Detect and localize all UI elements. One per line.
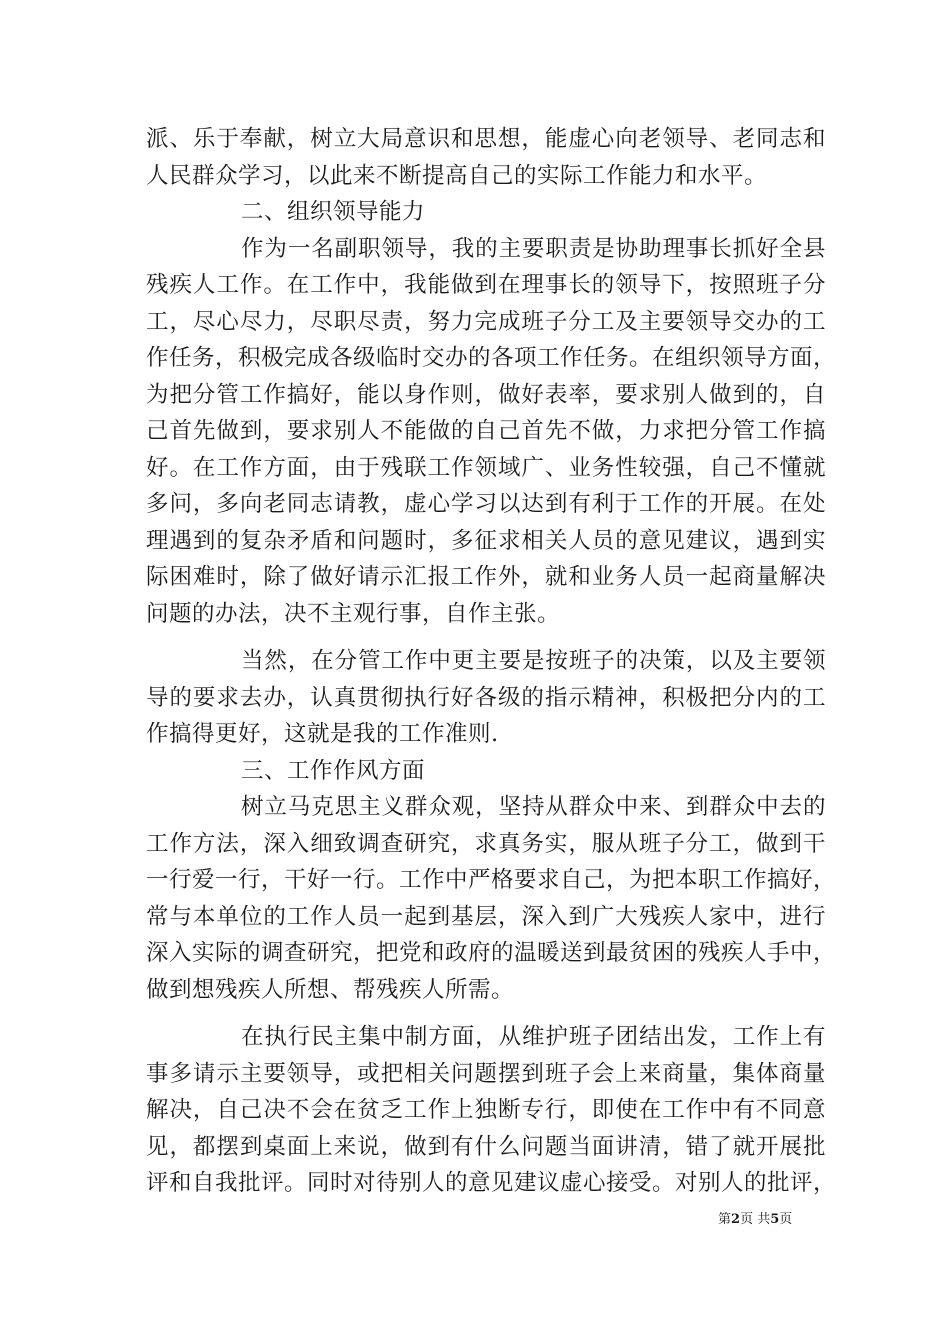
paragraph-democratic-centralism [146, 1019, 837, 1202]
text-line: 多问，多向老同志请教，虚心学习以达到有利于工作的开展。在处 [146, 491, 826, 517]
text-line: 作任务，积极完成各级临时交办的各项工作任务。在组织领导方面， [146, 345, 837, 371]
text-line: 见，都摆到桌面上来说，做到有什么问题当面讲清，错了就开展批 [146, 1133, 826, 1160]
text-line: 工，尽心尽力，尽职尽责，努力完成班子分工及主要领导交办的工 [146, 308, 826, 335]
text-line: 树立马克思主义群众观，坚持从群众中来、到群众中去的 [241, 794, 826, 820]
text-line: 己首先做到，要求别人不能做的自己首先不做，力求把分管工作搞 [146, 418, 826, 444]
paragraph-gap [146, 1008, 826, 1019]
text-line: 解决，自己决不会在贫乏工作上独断专行，即使在工作中有不同意 [146, 1097, 826, 1123]
text-line: 残疾人工作。在工作中，我能做到在理事长的领导下，按照班子分 [146, 272, 826, 298]
body-text [146, 121, 837, 1202]
text-line: 为把分管工作搞好，能以身作则，做好表率，要求别人做到的，自 [146, 381, 826, 408]
text-line: 作为一名副职领导，我的主要职责是协助理事长抓好全县 [241, 235, 826, 262]
footer-suffix: 页 [779, 1212, 793, 1227]
paragraph-principle [146, 643, 826, 753]
text-line: 在执行民主集中制方面，从维护班子团结出发，工作上有 [241, 1024, 826, 1050]
paragraph-gap [146, 632, 826, 643]
page-number-footer [718, 1208, 792, 1227]
text-line: 常与本单位的工作人员一起到基层，深入到广大残疾人家中，进行 [146, 903, 826, 930]
text-line: 导的要求去办，认真贯彻执行好各级的指示精神，积极把分内的工 [146, 684, 826, 711]
text-line: 做到想残疾人所想、帮残疾人所需。 [146, 976, 515, 1003]
text-line: 好。在工作方面，由于残联工作领域广、业务性较强，自己不懂就 [146, 454, 826, 481]
text-line: 当然，在分管工作中更主要是按班子的决策，以及主要领 [241, 648, 826, 674]
text-line: 评和自我批评。同时对待别人的意见建议虚心接受。对别人的批评， [146, 1170, 837, 1196]
text-line: 作搞得更好，这就是我的工作准则. [146, 721, 499, 747]
total-pages-number: 5 [770, 1212, 780, 1227]
text-line: 理遇到的复杂矛盾和问题时，多征求相关人员的意见建议，遇到实 [146, 527, 826, 554]
paragraph-leadership [146, 231, 837, 633]
text-line: 一行爱一行，干好一行。工作中严格要求自己，为把本职工作搞好， [146, 867, 837, 893]
text-line: 事多请示主要领导，或把相关问题摆到班子会上来商量，集体商量 [146, 1060, 826, 1087]
section-heading-work-style: 三、工作作风方面 [241, 757, 426, 784]
text-line: 人民群众学习，以此来不断提高自己的实际工作能力和水平。 [146, 162, 768, 189]
footer-prefix: 第 [718, 1212, 732, 1227]
text-line: 工作方法，深入细致调查研究，求真务实，服从班子分工，做到干 [146, 830, 826, 857]
paragraph-work-style [146, 789, 837, 1008]
text-line: 深入实际的调查研究，把党和政府的温暖送到最贫困的残疾人手中， [146, 940, 837, 966]
current-page-number: 2 [731, 1212, 741, 1227]
text-line: 派、乐于奉献，树立大局意识和思想，能虚心向老领导、老同志和 [146, 126, 826, 152]
footer-middle: 页 共 [740, 1212, 771, 1227]
paragraph-continuation [146, 121, 826, 194]
section-heading-leadership: 二、组织领导能力 [241, 199, 426, 225]
text-line: 问题的办法，决不主观行事，自作主张。 [146, 600, 561, 627]
text-line: 际困难时，除了做好请示汇报工作外，就和业务人员一起商量解决 [146, 564, 826, 590]
